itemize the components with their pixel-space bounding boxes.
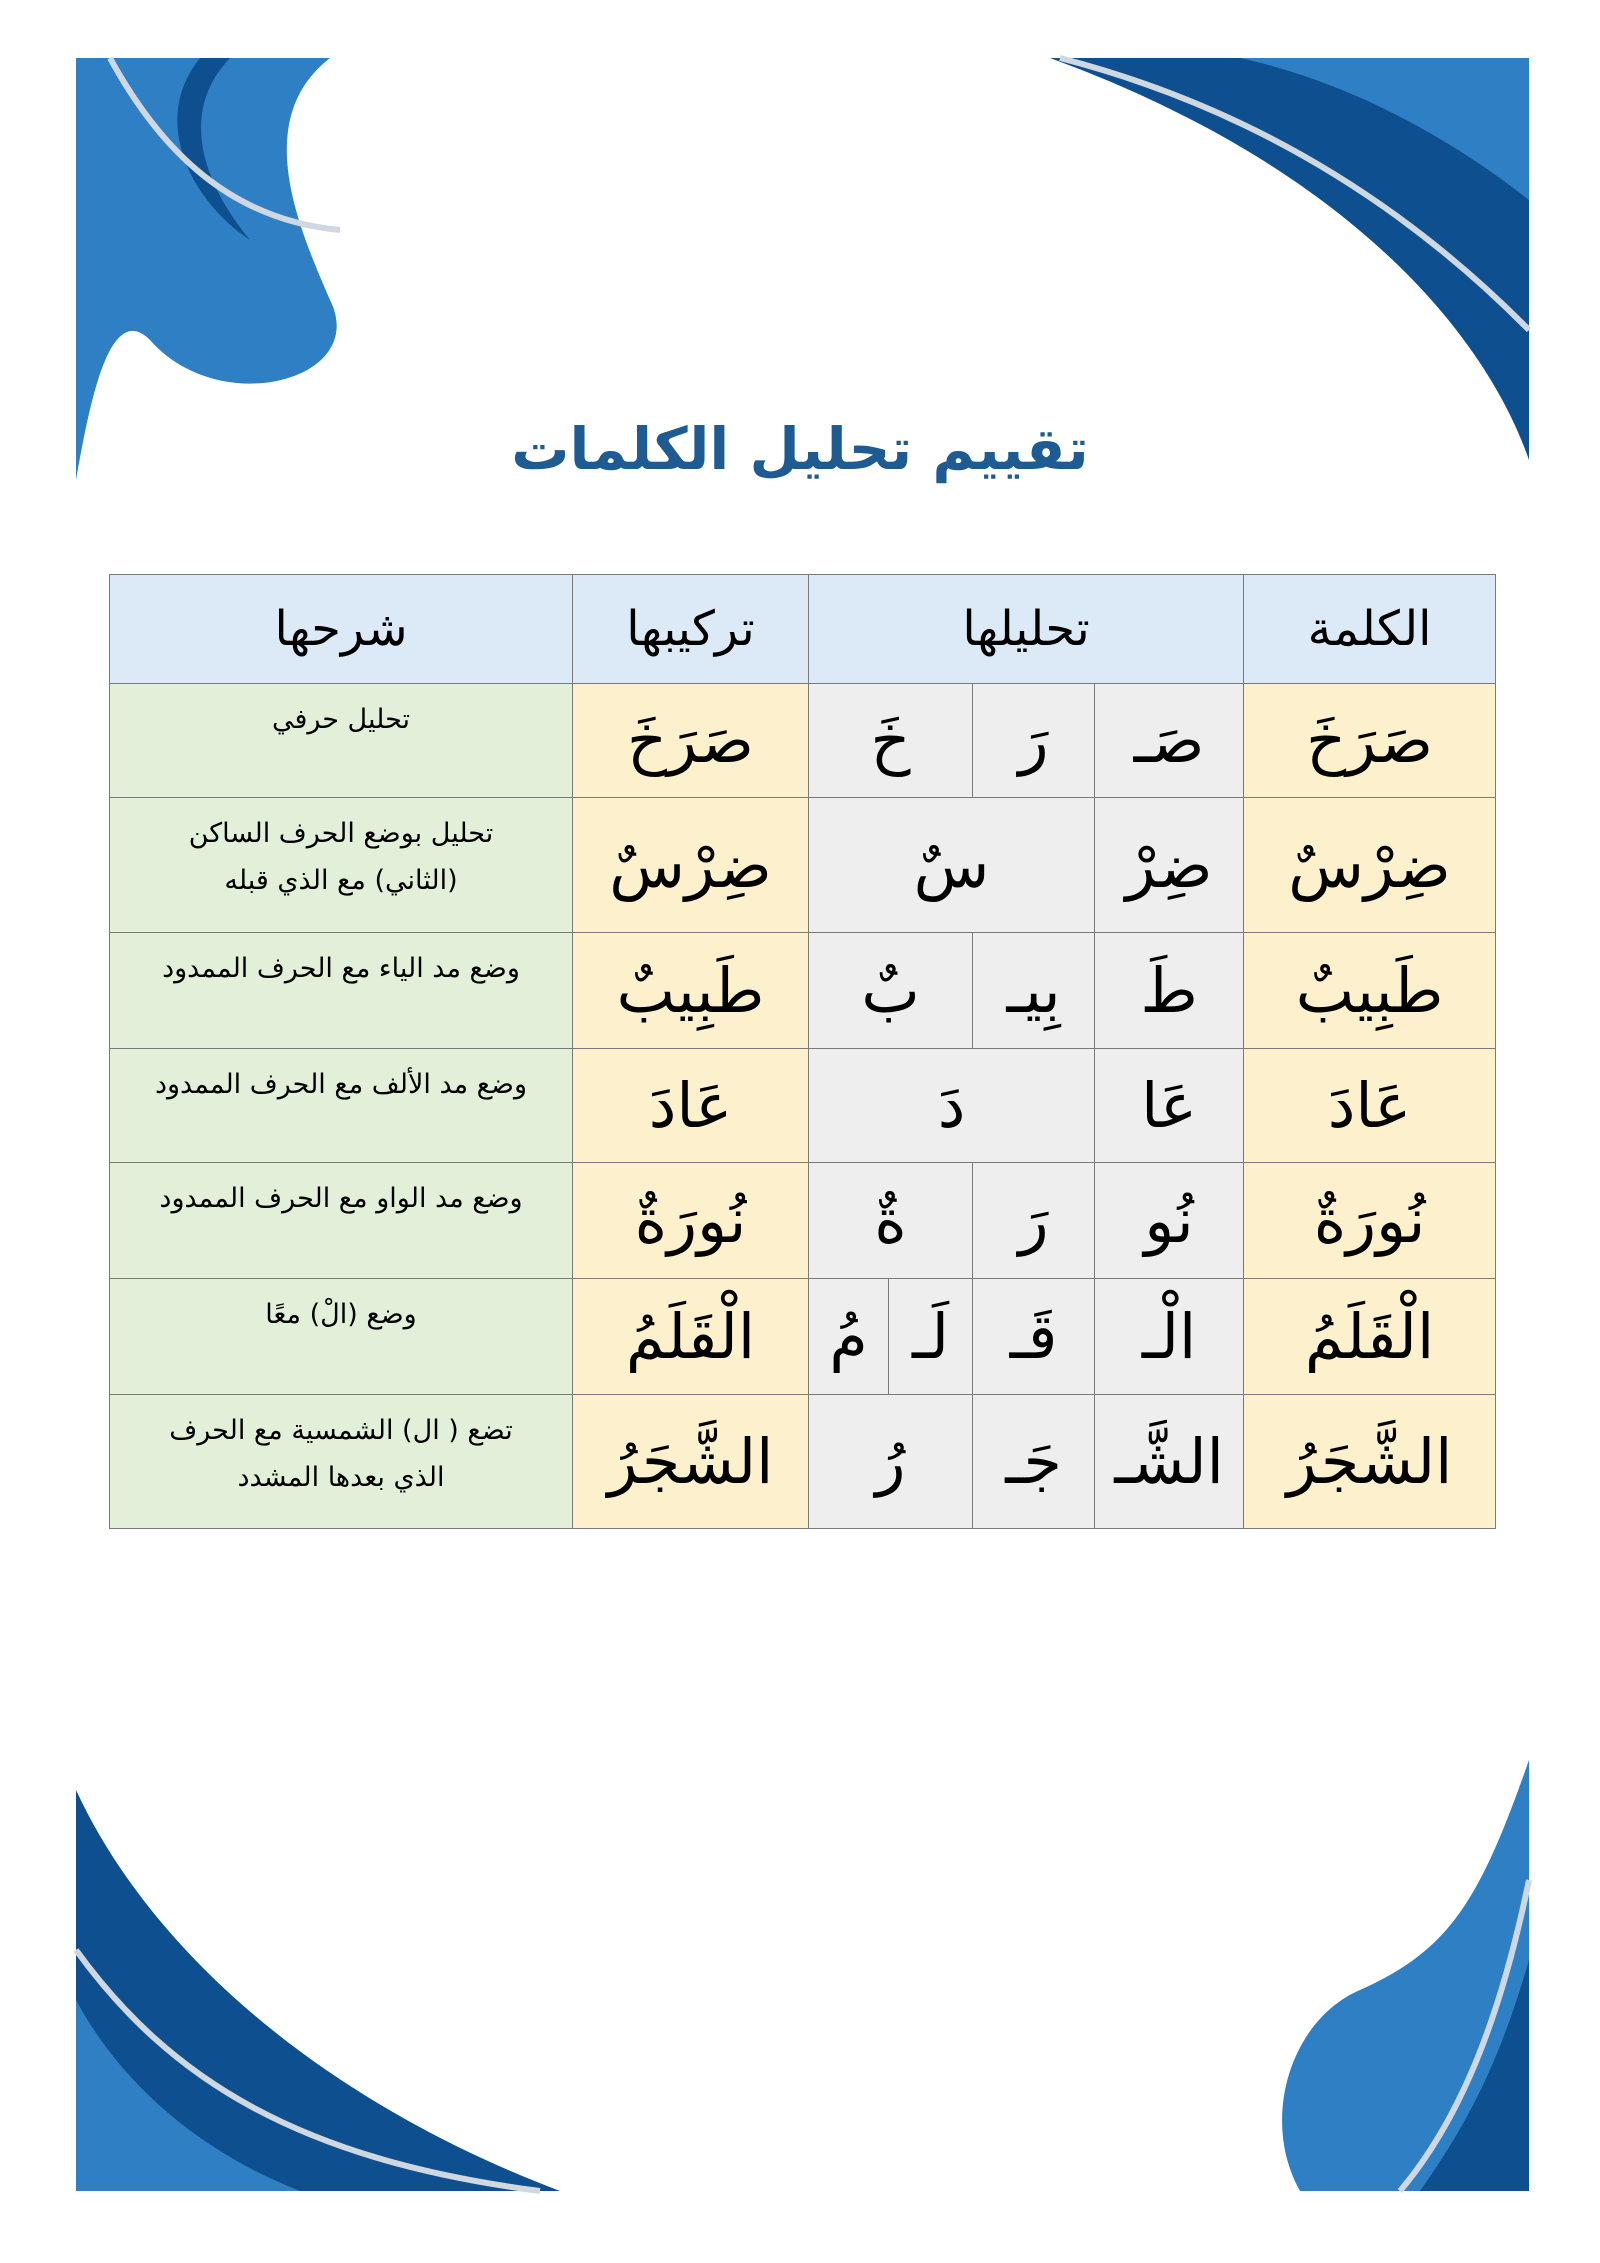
table-row (110, 1163, 1496, 1279)
explanation-cell: وضع (الْ) معًا (110, 1279, 573, 1395)
part-cell: ةٌ (809, 1163, 973, 1279)
part-cell: جَـ (973, 1395, 1095, 1529)
top-right-corner-shape (1050, 58, 1529, 460)
header-explanation: شرحها (110, 575, 573, 684)
part-cell: بِيـ (973, 933, 1095, 1049)
part-cell: رَ (973, 1163, 1095, 1279)
part-cell: رَ (973, 684, 1095, 798)
header-word: الكلمة (1244, 575, 1496, 684)
word-cell: نُورَةٌ (1244, 1163, 1496, 1279)
part-cell: بٌ (809, 933, 973, 1049)
word-analysis-table (109, 574, 1496, 1529)
word-cell: ضِرْسٌ (1244, 798, 1496, 933)
part-cell: رُ (809, 1395, 973, 1529)
composition-cell: ضِرْسٌ (573, 798, 809, 933)
part-cell: لَـ (889, 1279, 973, 1395)
header-composition: تركيبها (573, 575, 809, 684)
table-row (110, 1279, 1496, 1395)
bottom-right-corner-shape (1282, 1760, 1529, 2191)
explanation-cell: وضع مد الياء مع الحرف الممدود (110, 933, 573, 1049)
part-cell: الشَّـ (1095, 1395, 1244, 1529)
word-cell: طَبِيبٌ (1244, 933, 1496, 1049)
part-cell: صَـ (1095, 684, 1244, 798)
composition-cell: الْقَلَمُ (573, 1279, 809, 1395)
header-analysis: تحليلها (809, 575, 1244, 684)
part-cell: عَا (1095, 1049, 1244, 1163)
composition-cell: الشَّجَرُ (573, 1395, 809, 1529)
table-row (110, 798, 1496, 933)
word-cell: صَرَخَ (1244, 684, 1496, 798)
part-cell: خَ (809, 684, 973, 798)
part-cell: دَ (809, 1049, 1095, 1163)
page-title: تقييم تحليل الكلمات (511, 415, 1089, 483)
part-cell: الْـ (1095, 1279, 1244, 1395)
composition-cell: طَبِيبٌ (573, 933, 809, 1049)
composition-cell: عَادَ (573, 1049, 809, 1163)
table-row (110, 1395, 1496, 1529)
word-cell: عَادَ (1244, 1049, 1496, 1163)
explanation-cell: تحليل بوضع الحرف الساكن (الثاني) مع الذي قبله (110, 798, 573, 933)
table-row (110, 684, 1496, 798)
part-cell: مُ (809, 1279, 889, 1395)
header-row (110, 575, 1496, 684)
part-cell: ضِرْ (1095, 798, 1244, 933)
part-cell: قَـ (973, 1279, 1095, 1395)
composition-cell: صَرَخَ (573, 684, 809, 798)
part-cell: طَ (1095, 933, 1244, 1049)
bottom-left-corner-shape (76, 1790, 560, 2191)
word-cell: الشَّجَرُ (1244, 1395, 1496, 1529)
explanation-cell: تضع ( ال) الشمسية مع الحرف الذي بعدها المشدد (110, 1395, 573, 1529)
explanation-cell: تحليل حرفي (110, 684, 573, 798)
table-row (110, 1049, 1496, 1163)
word-cell: الْقَلَمُ (1244, 1279, 1496, 1395)
part-cell: سٌ (809, 798, 1095, 933)
explanation-cell: وضع مد الألف مع الحرف الممدود (110, 1049, 573, 1163)
composition-cell: نُورَةٌ (573, 1163, 809, 1279)
part-cell: نُو (1095, 1163, 1244, 1279)
table-row (110, 933, 1496, 1049)
explanation-cell: وضع مد الواو مع الحرف الممدود (110, 1163, 573, 1279)
